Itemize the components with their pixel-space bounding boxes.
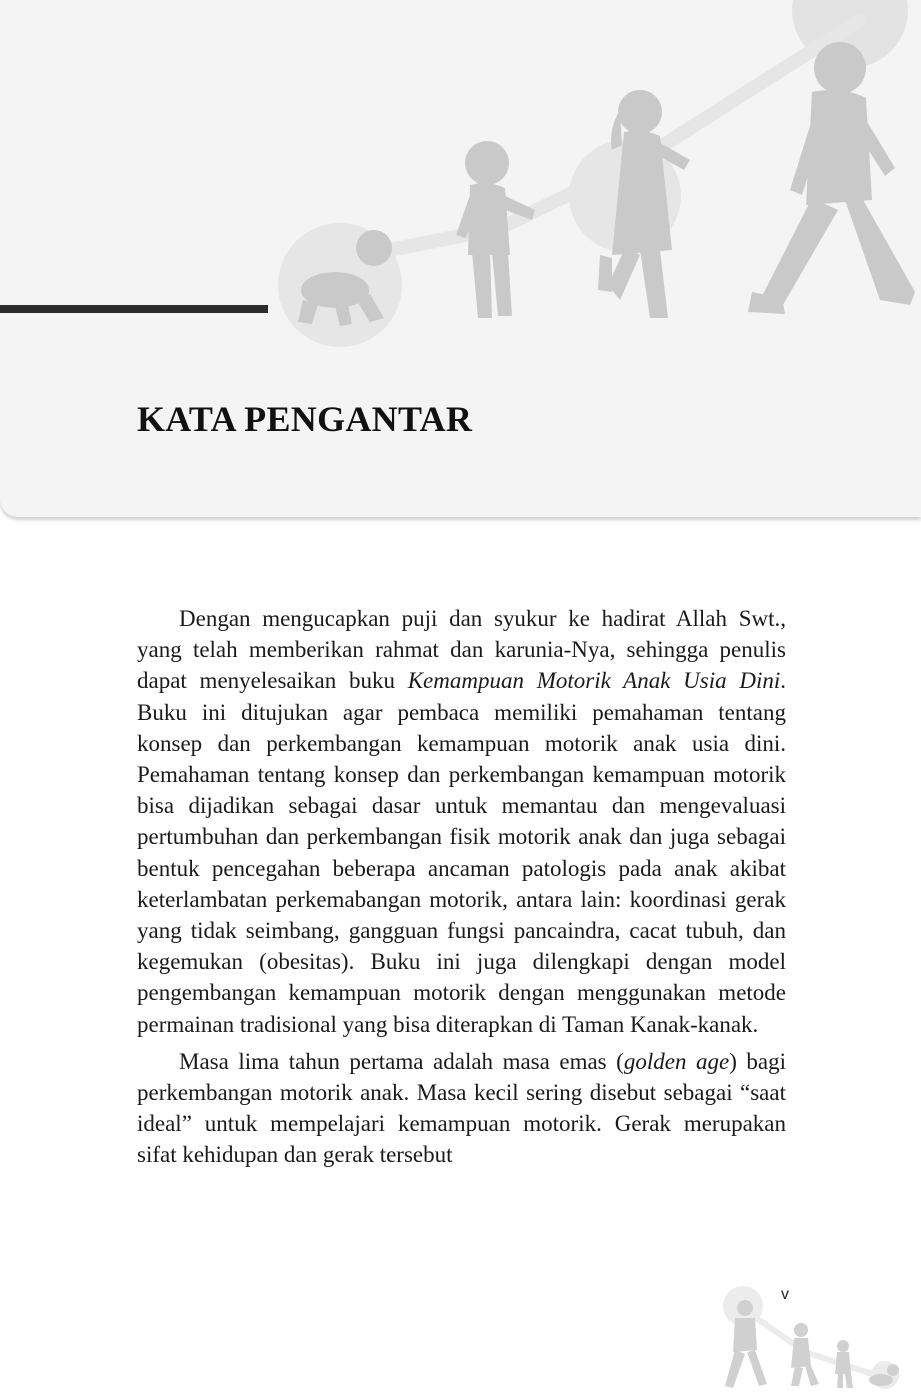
golden-age-italic: golden age	[623, 1048, 730, 1074]
paragraph-2	[137, 1046, 786, 1171]
page-number: v	[781, 1286, 789, 1303]
paragraph-2-text-a: Masa lima tahun pertama adalah masa emas (	[179, 1048, 624, 1074]
paragraph-1-text-b: . Buku ini ditujukan agar pembaca memiliki pemahaman tentang konsep dan perkembangan kemampuan motorik anak usia dini. Pemahaman tentang konsep dan perkembangan kemampuan motorik bisa dijadikan sebagai dasar untuk memantau dan mengevaluasi pertumbuhan dan perkembangan fisik motorik anak dan juga sebagai bentuk pencegahan beberapa ancaman patologis pada anak akibat keterlambatan perkemabangan motorik, antara lain: koordinasi gerak yang tidak seimbang, gangguan fungsi pancaindra, cacat tubuh, dan kegemukan (obesitas). Buku ini juga dilengkapi dengan model pengembangan kemampuan motorik dengan menggunakan metode permainan tradisional yang bisa diterapkan di Taman Kanak-kanak.	[137, 668, 786, 1037]
paragraph-1	[137, 603, 786, 1040]
header-rule-bar	[0, 305, 268, 313]
paragraph-1-text-a: Dengan mengucapkan puji dan syukur ke hadirat Allah Swt., yang telah memberikan rahmat dan karunia-Nya, sehingga penulis dapat menyelesaikan buku	[137, 606, 786, 694]
paragraph-2-text-b: ) bagi perkembangan motorik anak. Masa kecil sering disebut sebagai “saat ideal” untuk mempelajari kemampuan motorik. Gerak merupakan sifat kehidupan dan gerak tersebut	[137, 1048, 787, 1168]
body-text	[137, 603, 786, 1177]
book-title-italic: Kemampuan Motorik Anak Usia Dini	[407, 668, 781, 694]
page-title: KATA PENGANTAR	[137, 399, 473, 439]
child-growth-stages-small-icon	[715, 1280, 921, 1394]
header-panel	[0, 0, 921, 517]
